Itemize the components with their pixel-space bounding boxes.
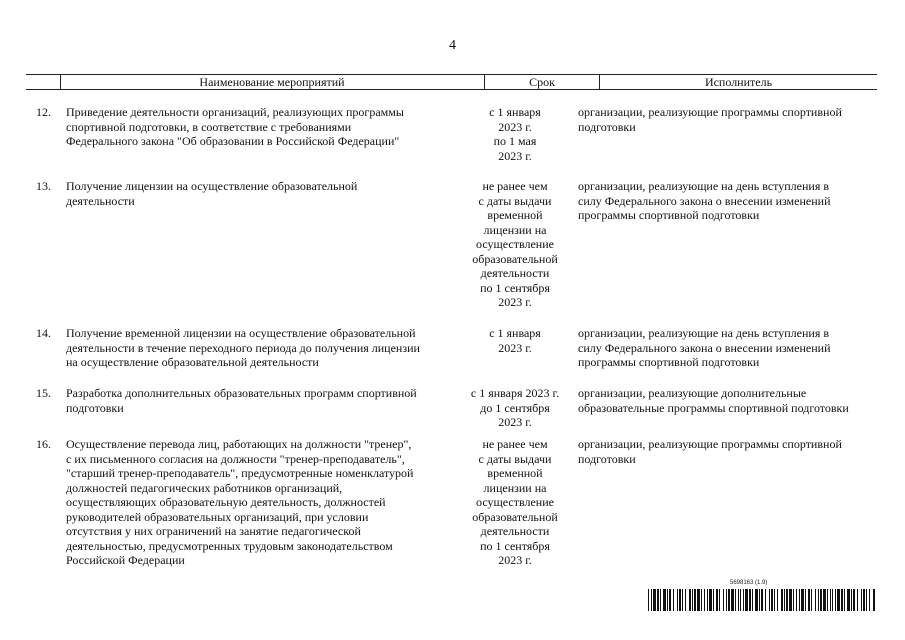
text-line: временной: [487, 466, 543, 480]
text-line: "старший тренер-преподаватель", предусмотренные номенклатурой: [66, 466, 414, 480]
row-name: [66, 437, 466, 568]
page-number: 4: [449, 38, 456, 53]
text-line: временной: [487, 208, 543, 222]
text-line: осуществляющих образовательную деятельность, должностей: [66, 495, 386, 509]
row-executor: [578, 326, 880, 370]
text-line: осуществление: [476, 495, 554, 509]
text-line: по 1 мая: [493, 134, 537, 148]
text-line: Осуществление перевода лиц, работающих на должности "тренер",: [66, 437, 412, 451]
text-line: организации, реализующие на день вступления в: [578, 179, 830, 193]
header-col-term: Срок: [529, 75, 555, 89]
text-line: организации, реализующие на день вступления в: [578, 326, 830, 340]
text-line: осуществление: [476, 237, 554, 251]
row-name: [66, 326, 466, 370]
text-line: 2023 г.: [498, 340, 532, 355]
text-line: с даты выдачи: [478, 193, 552, 208]
text-line: до 1 сентября: [480, 400, 550, 415]
row-number: 12.: [36, 105, 51, 119]
text-line: лицензии на: [483, 480, 547, 495]
barcode-icon: [648, 589, 876, 611]
text-line: отсутствия у них ограничений на занятие педагогической: [66, 524, 361, 538]
text-line: 2023 г.: [498, 295, 532, 309]
text-line: с их письменного согласия на должности "тренер-преподаватель",: [66, 451, 405, 466]
text-line: должностей педагогических работников организаций,: [66, 480, 343, 495]
text-line: руководителей образовательных организаций, при условии: [66, 509, 369, 524]
text-line: подготовки: [66, 400, 124, 415]
text-line: с 1 января 2023 г.: [470, 386, 560, 400]
text-line: деятельности: [480, 524, 550, 538]
row-number: 13.: [36, 179, 51, 193]
text-line: программы спортивной подготовки: [578, 355, 760, 369]
text-line: Федерального закона "Об образовании в Российской Федерации": [66, 134, 400, 148]
text-line: Российской Федерации: [66, 553, 185, 567]
text-line: 2023 г.: [498, 148, 532, 163]
text-line: организации, реализующие дополнительные: [578, 386, 807, 400]
row-executor: [578, 179, 880, 223]
text-line: с даты выдачи: [478, 451, 552, 466]
text-line: образовательные программы спортивной подготовки: [578, 400, 849, 415]
text-line: Получение временной лицензии на осуществление образовательной: [66, 326, 416, 340]
row-number: 14.: [36, 326, 51, 340]
text-line: организации, реализующие программы спортивной: [578, 437, 842, 451]
row-number: 16.: [36, 437, 51, 451]
row-executor: [578, 437, 880, 466]
text-line: не ранее чем: [482, 179, 548, 193]
header-col-name: Наименование мероприятий: [199, 75, 345, 89]
text-line: не ранее чем: [482, 437, 548, 451]
row-executor: [578, 105, 880, 134]
row-name: [66, 386, 466, 415]
text-line: с 1 января: [489, 105, 541, 119]
text-line: деятельности: [480, 266, 550, 280]
text-line: программы спортивной подготовки: [578, 208, 760, 222]
row-term: [458, 386, 572, 430]
text-line: Приведение деятельности организаций, реализующих программы: [66, 105, 404, 119]
text-line: деятельности: [66, 193, 135, 208]
text-line: Получение лицензии на осуществление образовательной: [66, 179, 358, 193]
text-line: с 1 января: [489, 326, 541, 340]
row-term: [458, 437, 572, 568]
row-name: [66, 105, 466, 149]
text-line: деятельности в течение переходного периода до получения лицензии: [66, 340, 420, 355]
row-name: [66, 179, 466, 208]
row-term: [458, 326, 572, 355]
row-executor: [578, 386, 880, 415]
barcode-label: 5698163 (1.9): [730, 580, 768, 586]
text-line: лицензии на: [483, 222, 547, 237]
text-line: образовательной: [472, 509, 558, 524]
row-number: 15.: [36, 386, 51, 400]
text-line: спортивной подготовки, в соответствие с требованиями: [66, 119, 352, 134]
text-line: 2023 г.: [498, 415, 532, 429]
text-line: на осуществление образовательной деятельности: [66, 355, 319, 369]
text-line: подготовки: [578, 119, 636, 134]
row-term: [458, 179, 572, 310]
text-line: силу Федерального закона о внесении изменений: [578, 193, 831, 208]
text-line: подготовки: [578, 451, 636, 466]
text-line: по 1 сентября: [480, 280, 550, 295]
text-line: образовательной: [472, 251, 558, 266]
text-line: Разработка дополнительных образовательных программ спортивной: [66, 386, 417, 400]
row-term: [458, 105, 572, 163]
text-line: силу Федерального закона о внесении изменений: [578, 340, 831, 355]
text-line: по 1 сентября: [480, 538, 550, 553]
text-line: 2023 г.: [498, 119, 532, 134]
text-line: организации, реализующие программы спортивной: [578, 105, 842, 119]
table-header: [26, 74, 877, 90]
text-line: деятельностью, предусмотренных трудовым законодательством: [66, 538, 393, 553]
header-col-exec: Исполнитель: [704, 75, 773, 89]
text-line: 2023 г.: [498, 553, 532, 567]
